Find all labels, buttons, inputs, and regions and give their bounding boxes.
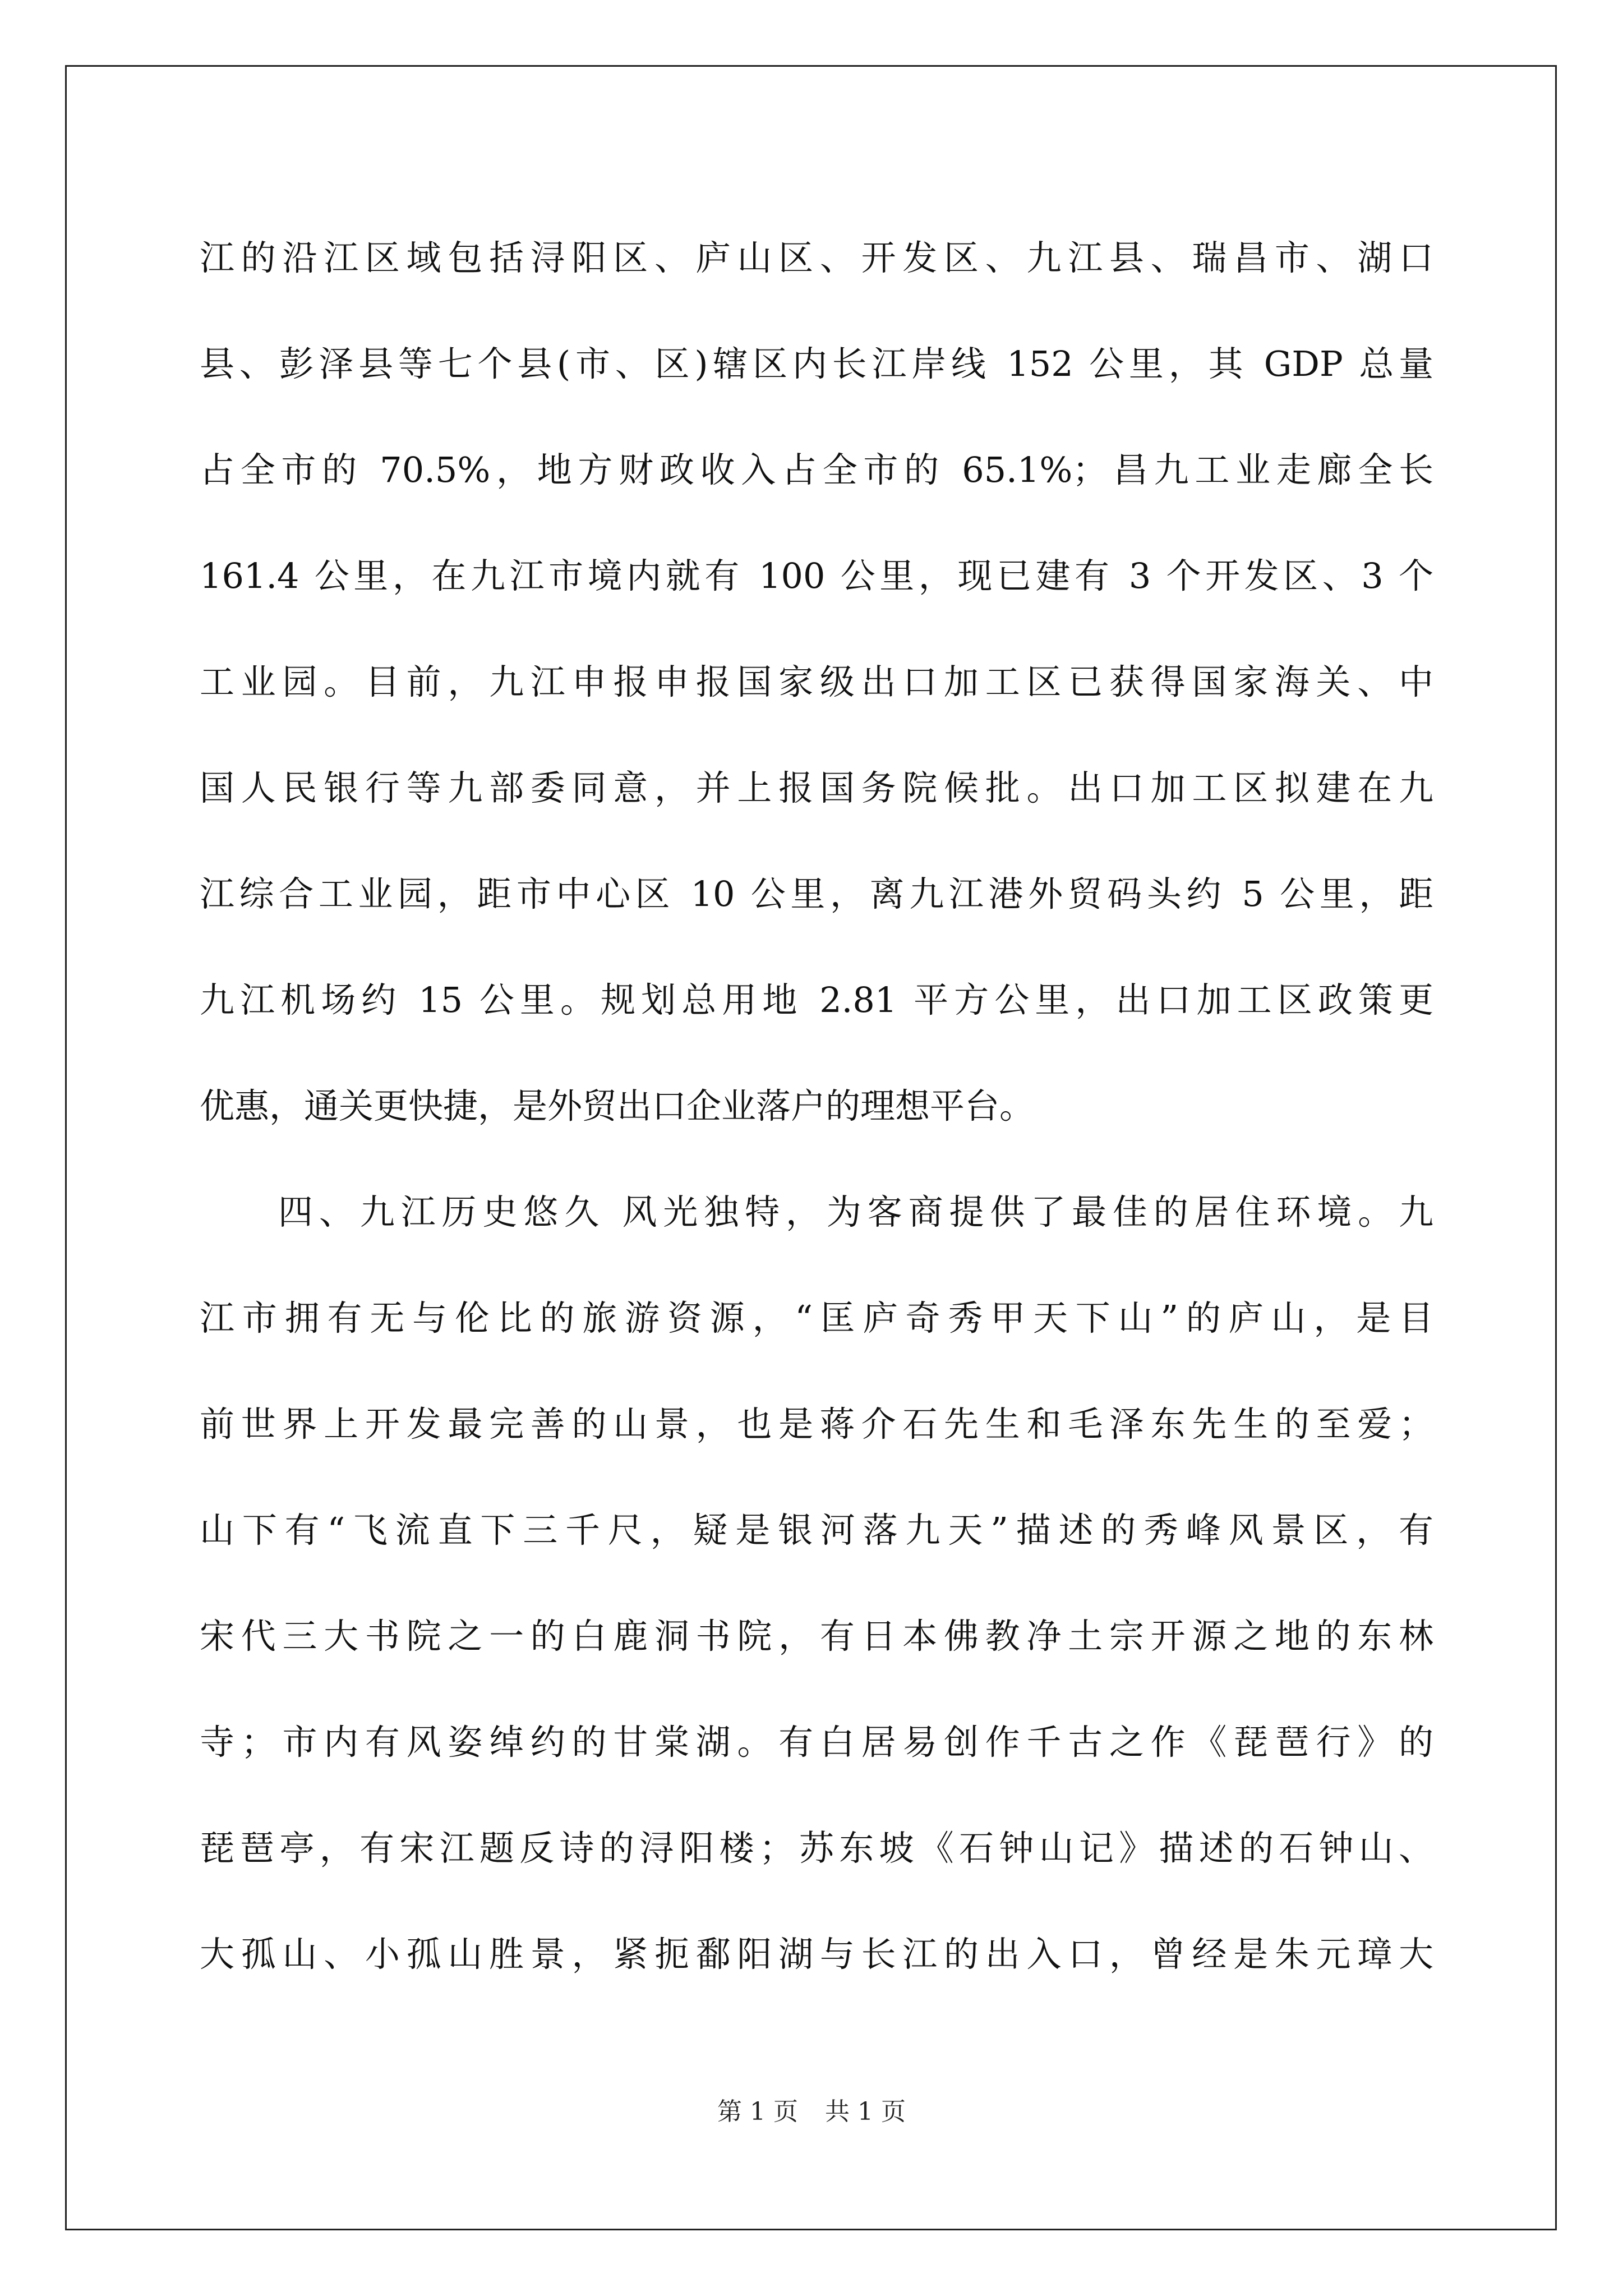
text-line: 宋代三大书院之一的白鹿洞书院，有日本佛教净土宗开源之地的东林: [200, 1616, 1433, 1657]
page-footer: [0, 2095, 1623, 2129]
text-line: 九江机场约 15 公里。规划总用地 2.81 平方公里，出口加工区政策更: [200, 979, 1433, 1020]
text-line: 大孤山、小孤山胜景，紧扼鄱阳湖与长江的出入口，曾经是朱元璋大: [200, 1934, 1433, 1975]
text-line: 县、彭泽县等七个县(市、区)辖区内长江岸线 152 公里，其 GDP 总量: [200, 343, 1433, 384]
text-line: 江市拥有无与伦比的旅游资源，“匡庐奇秀甲天下山”的庐山，是目: [200, 1297, 1433, 1338]
text-line: 161.4 公里，在九江市境内就有 100 公里，现已建有 3 个开发区、3 个: [200, 555, 1433, 596]
page-total: 共 1 页: [825, 2097, 906, 2126]
paragraph-start-line: 四、九江历史悠久 风光独特，为客商提供了最佳的居住环境。九: [278, 1191, 1433, 1232]
text-line: 前世界上开发最完善的山景，也是蒋介石先生和毛泽东先生的至爱；: [200, 1404, 1433, 1444]
document-body: [200, 205, 1433, 2007]
text-line: 占全市的 70.5%，地方财政收入占全市的 65.1%；昌九工业走廊全长: [200, 449, 1433, 490]
page-number: 第 1 页: [717, 2097, 798, 2126]
text-line: 寺；市内有风姿绰约的甘棠湖。有白居易创作千古之作《琵琶行》的: [200, 1722, 1433, 1763]
text-line: 江的沿江区域包括浔阳区、庐山区、开发区、九江县、瑞昌市、湖口: [200, 237, 1433, 278]
text-line: 工业园。目前，九江申报申报国家级出口加工区已获得国家海关、中: [200, 661, 1433, 702]
text-line: 江综合工业园，距市中心区 10 公里，离九江港外贸码头约 5 公里，距: [200, 873, 1433, 914]
text-line: 琵琶亭，有宋江题反诗的浔阳楼；苏东坡《石钟山记》描述的石钟山、: [200, 1828, 1433, 1869]
paragraph-end-line: 优惠，通关更快捷，是外贸出口企业落户的理想平台。: [200, 1085, 1035, 1126]
text-line: 国人民银行等九部委同意，并上报国务院候批。出口加工区拟建在九: [200, 767, 1433, 808]
text-line: 山下有“飞流直下三千尺，疑是银河落九天”描述的秀峰风景区，有: [200, 1510, 1433, 1550]
